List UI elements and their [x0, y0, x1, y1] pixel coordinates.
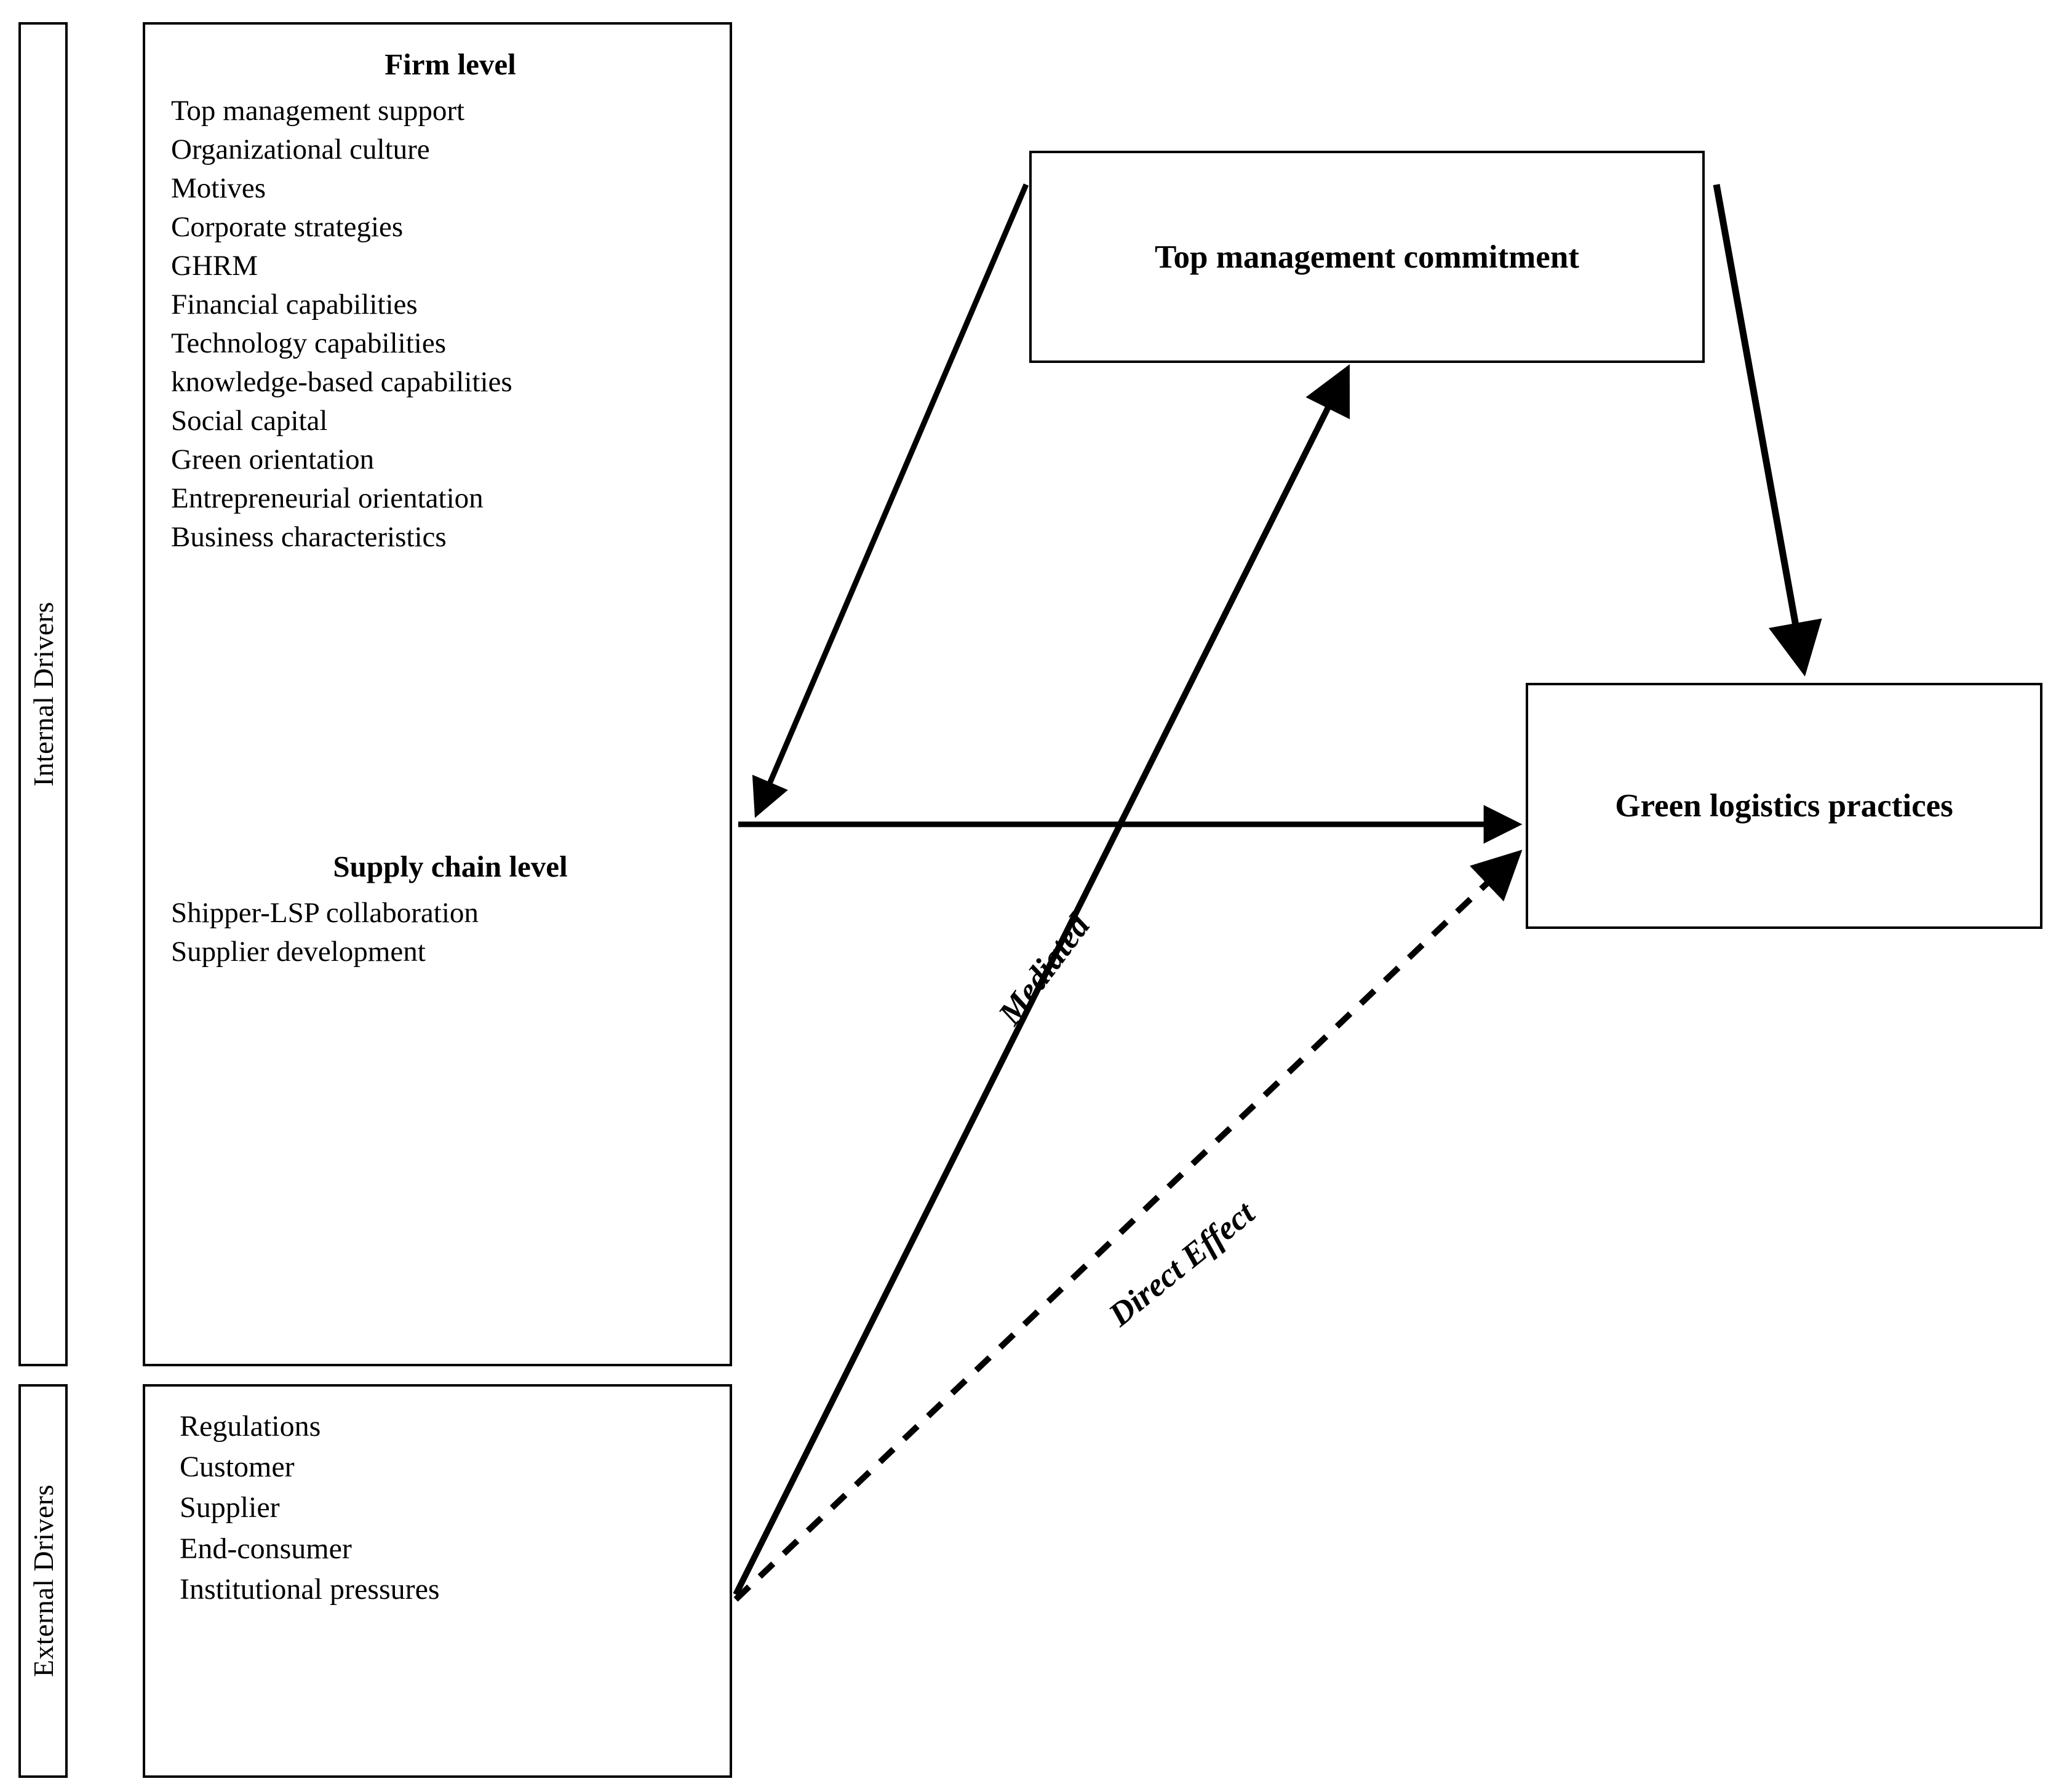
- external-drivers-side-label: [18, 1384, 68, 1778]
- list-item: Institutional pressures: [180, 1572, 440, 1606]
- supply-chain-level-group: [145, 849, 730, 971]
- arrow-drivers-to-commitment: [758, 185, 1026, 811]
- firm-level-title: Firm level: [385, 47, 516, 81]
- list-item: Business characteristics: [171, 520, 447, 553]
- internal-drivers-side-label: [18, 22, 68, 1366]
- list-item: Top management support: [171, 95, 465, 127]
- arrow-commitment-to-practices: [1716, 185, 1803, 663]
- arrow-direct-effect: [736, 858, 1513, 1599]
- external-drivers-group: [145, 1406, 730, 1610]
- list-item: Supplier: [180, 1491, 280, 1524]
- list-item: GHRM: [171, 249, 258, 282]
- list-item: Social capital: [171, 404, 328, 437]
- list-item: Organizational culture: [171, 133, 430, 165]
- list-item: knowledge-based capabilities: [171, 365, 512, 398]
- node-title: Top management commitment: [1155, 239, 1579, 275]
- list-item: Corporate strategies: [171, 210, 404, 243]
- list-item: Entrepreneurial orientation: [171, 482, 484, 514]
- internal-drivers-box: [143, 22, 732, 1366]
- supply-chain-level-list: [171, 894, 730, 971]
- list-item: Supplier development: [171, 935, 426, 968]
- external-drivers-list: [180, 1406, 730, 1610]
- node-green-logistics-practices: [1526, 683, 2042, 929]
- edge-label-direct-effect: Direct Effect: [1101, 1194, 1262, 1334]
- list-item: Customer: [180, 1451, 295, 1484]
- list-item: Regulations: [180, 1410, 321, 1443]
- node-top-management-commitment: [1029, 151, 1705, 363]
- list-item: End-consumer: [180, 1532, 352, 1565]
- edge-label-mediated: Mediated: [990, 907, 1098, 1032]
- internal-drivers-side-label-text: Internal Drivers: [27, 602, 59, 787]
- list-item: Shipper-LSP collaboration: [171, 897, 479, 929]
- list-item: Green orientation: [171, 443, 375, 476]
- firm-level-list: [171, 92, 730, 557]
- firm-level-group: [145, 47, 730, 557]
- list-item: Financial capabilities: [171, 288, 418, 321]
- node-title: Green logistics practices: [1615, 788, 1953, 824]
- supply-chain-level-title: Supply chain level: [333, 850, 568, 883]
- list-item: Technology capabilities: [171, 327, 446, 359]
- list-item: Motives: [171, 172, 266, 204]
- external-drivers-side-label-text: External Drivers: [27, 1484, 59, 1678]
- external-drivers-box: [143, 1384, 732, 1778]
